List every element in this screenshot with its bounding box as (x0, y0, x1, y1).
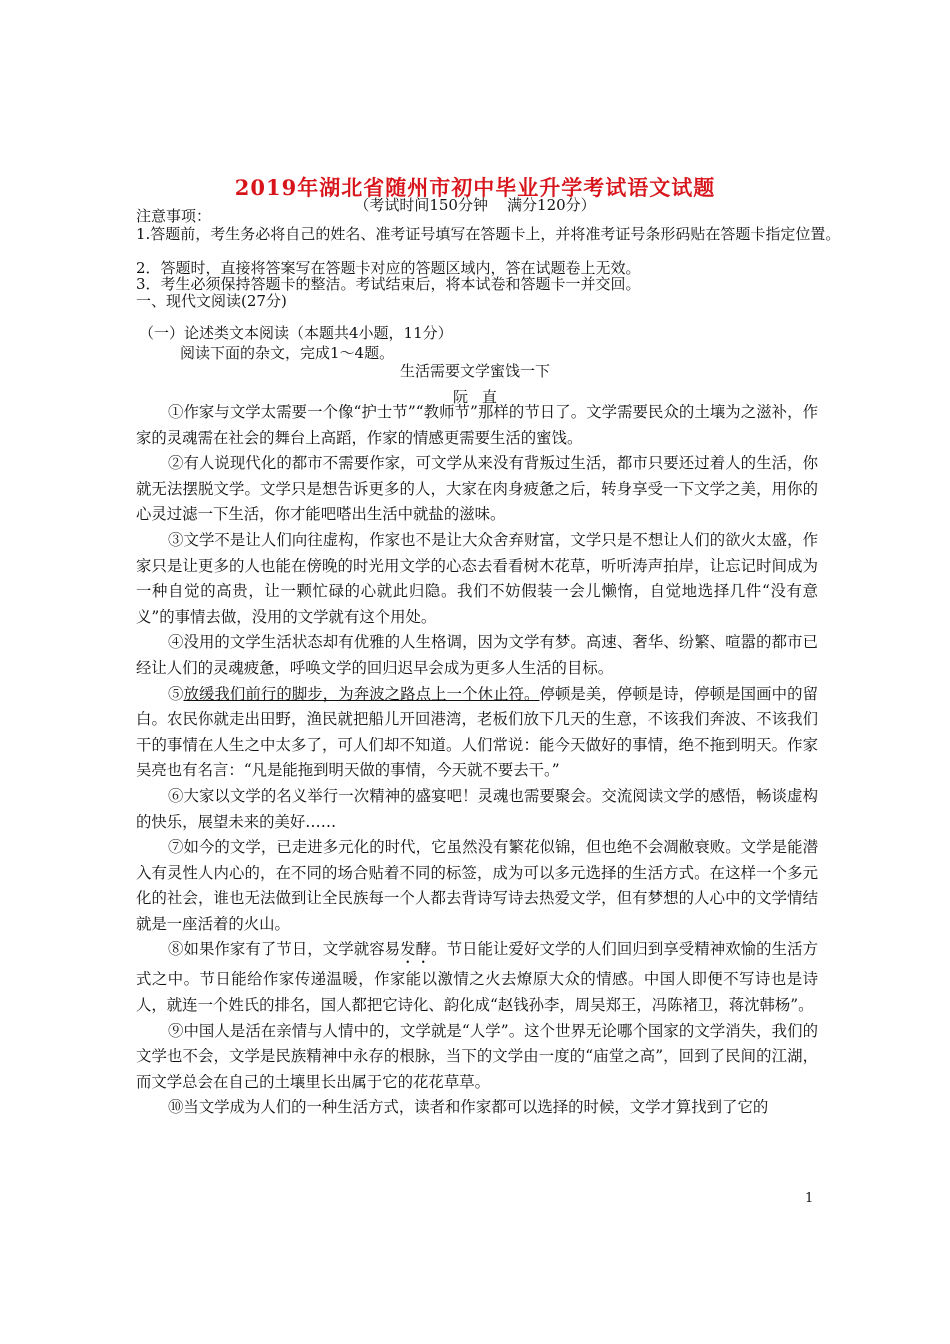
section-heading: 一、现代文阅读(27分) (136, 292, 287, 310)
paragraph-5-number: ⑤ (168, 684, 184, 703)
essay-body (136, 400, 818, 1121)
note-item-3: 3．考生必须保持答题卡的整洁。考试结束后，将本试卷和答题卡一并交回。 (136, 275, 641, 293)
paragraph-7: ⑦如今的文学，已走进多元化的时代，它虽然没有繁花似锦，但也绝不会凋敝衰败。文学是能潜入有灵性人内心的，在不同的场合贴着不同的标签，成为可以多元选择的生活方式。在这样一个多元化的社会，谁也无法做到让全民族每一个人都去背诗写诗去热爱文学，但有梦想的人心中的文学情结就是一座活着的火山。 (136, 838, 818, 933)
instruction: 阅读下面的杂文，完成1～4题。 (180, 344, 395, 362)
exam-subtitle: （考试时间150分钟 满分120分） (354, 196, 596, 214)
exam-title: 2019年湖北省随州市初中毕业升学考试语文试题 (234, 175, 716, 200)
paragraph-10: ⑩当文学成为人们的一种生活方式，读者和作家都可以选择的时候，文学才算找到了它的 (168, 1098, 769, 1117)
essay-title: 生活需要文学蜜饯一下 (399, 362, 550, 380)
paragraph-1: ①作家与文学太需要一个像“护士节”“教师节”那样的节日了。文学需要民众的土壤为之滋补，作家的灵魂需在社会的舞台上高蹈，作家的情感更需要生活的蜜饯。 (136, 403, 818, 447)
part-heading: （一）论述类文本阅读（本题共4小题，11分） (139, 324, 453, 342)
paragraph-5-rest: 停顿是美，停顿是诗，停顿是国画中的留白。农民你就走出田野，渔民就把船儿开回港湾，老板们放下几天的生意，不该我们奔波、不该我们干的事情在人生之中太多了，可人们却不知道。人们常说：能今天做好的事情，绝不拖到明天。作家吴亮也有名言：“凡是能拖到明天做的事情，今天就不要去干。” (136, 684, 818, 780)
note-item-2: 2．答题时，直接将答案写在答题卡对应的答题区域内，答在试题卷上无效。 (136, 259, 641, 277)
paragraph-8 (136, 937, 818, 1018)
paragraph-3: ③文学不是让人们向往虚构，作家也不是让大众舍弃财富，文学只是不想让人们的欲火太盛，作家只是让更多的人也能在傍晚的时光用文学的心态去看看树木花草，听听涛声拍岸，让忘记时间成为一种自觉的高贵，让一颗忙碌的心就此归隐。我们不妨假装一会儿懒惰，自觉地选择几件“没有意义”的事情去做，没用的文学就有这个用处。 (136, 530, 818, 626)
notes-heading: 注意事项： (136, 207, 212, 225)
dotted-word: 发酵 (400, 940, 432, 959)
paragraph-5 (136, 682, 818, 784)
paragraph-8-start: ⑧如果作家有了节日，文学就容易 (168, 940, 401, 959)
underlined-sentence: 放缓我们前行的脚步，为奔波之路点上一个休止符。 (183, 684, 540, 703)
paragraph-8-rest: 。节日能让爱好文学的人们回归到享受精神欢愉的生活方式之中。节日能给作家传递温暖，作家能以激情之火去燎原大众的情感。中国人即便不写诗也是诗人，就连一个姓氏的排名，国人都把它诗化、韵化成“赵钱孙李，周吴郑王，冯陈褚卫，蒋沈韩杨”。 (136, 940, 818, 1015)
page-number: 1 (805, 1191, 814, 1206)
paragraph-4: ④没用的文学生活状态却有优雅的人生格调，因为文学有梦。高速、奢华、纷繁、喧嚣的都市已经让人们的灵魂疲惫，呼唤文学的回归迟早会成为更多人生活的目标。 (136, 633, 818, 677)
paragraph-2: ②有人说现代化的都市不需要作家，可文学从来没有背叛过生活，都市只要还过着人的生活，你就无法摆脱文学。文学只是想告诉更多的人，大家在肉身疲惫之后，转身享受一下文学之美，用你的心灵过滤一下生活，你才能吧嗒出生活中就盐的滋味。 (136, 454, 818, 524)
paragraph-6: ⑥大家以文学的名义举行一次精神的盛宴吧！灵魂也需要聚会。交流阅读文学的感悟，畅谈虚构的快乐，展望未来的美好…… (136, 786, 818, 831)
paragraph-9: ⑨中国人是活在亲情与人情中的，文学就是“人学”。这个世界无论哪个国家的文学消失，我们的文学也不会，文学是民族精神中永存的根脉，当下的文学由一度的“庙堂之高”，回到了民间的江湖，而文学总会在自己的土壤里长出属于它的花花草草。 (136, 1021, 818, 1091)
essay-author: 阮直 (452, 388, 511, 406)
note-item-1: 1.答题前，考生务必将自己的姓名、准考证号填写在答题卡上，并将准考证号条形码贴在答题卡指定位置。 (136, 225, 841, 243)
